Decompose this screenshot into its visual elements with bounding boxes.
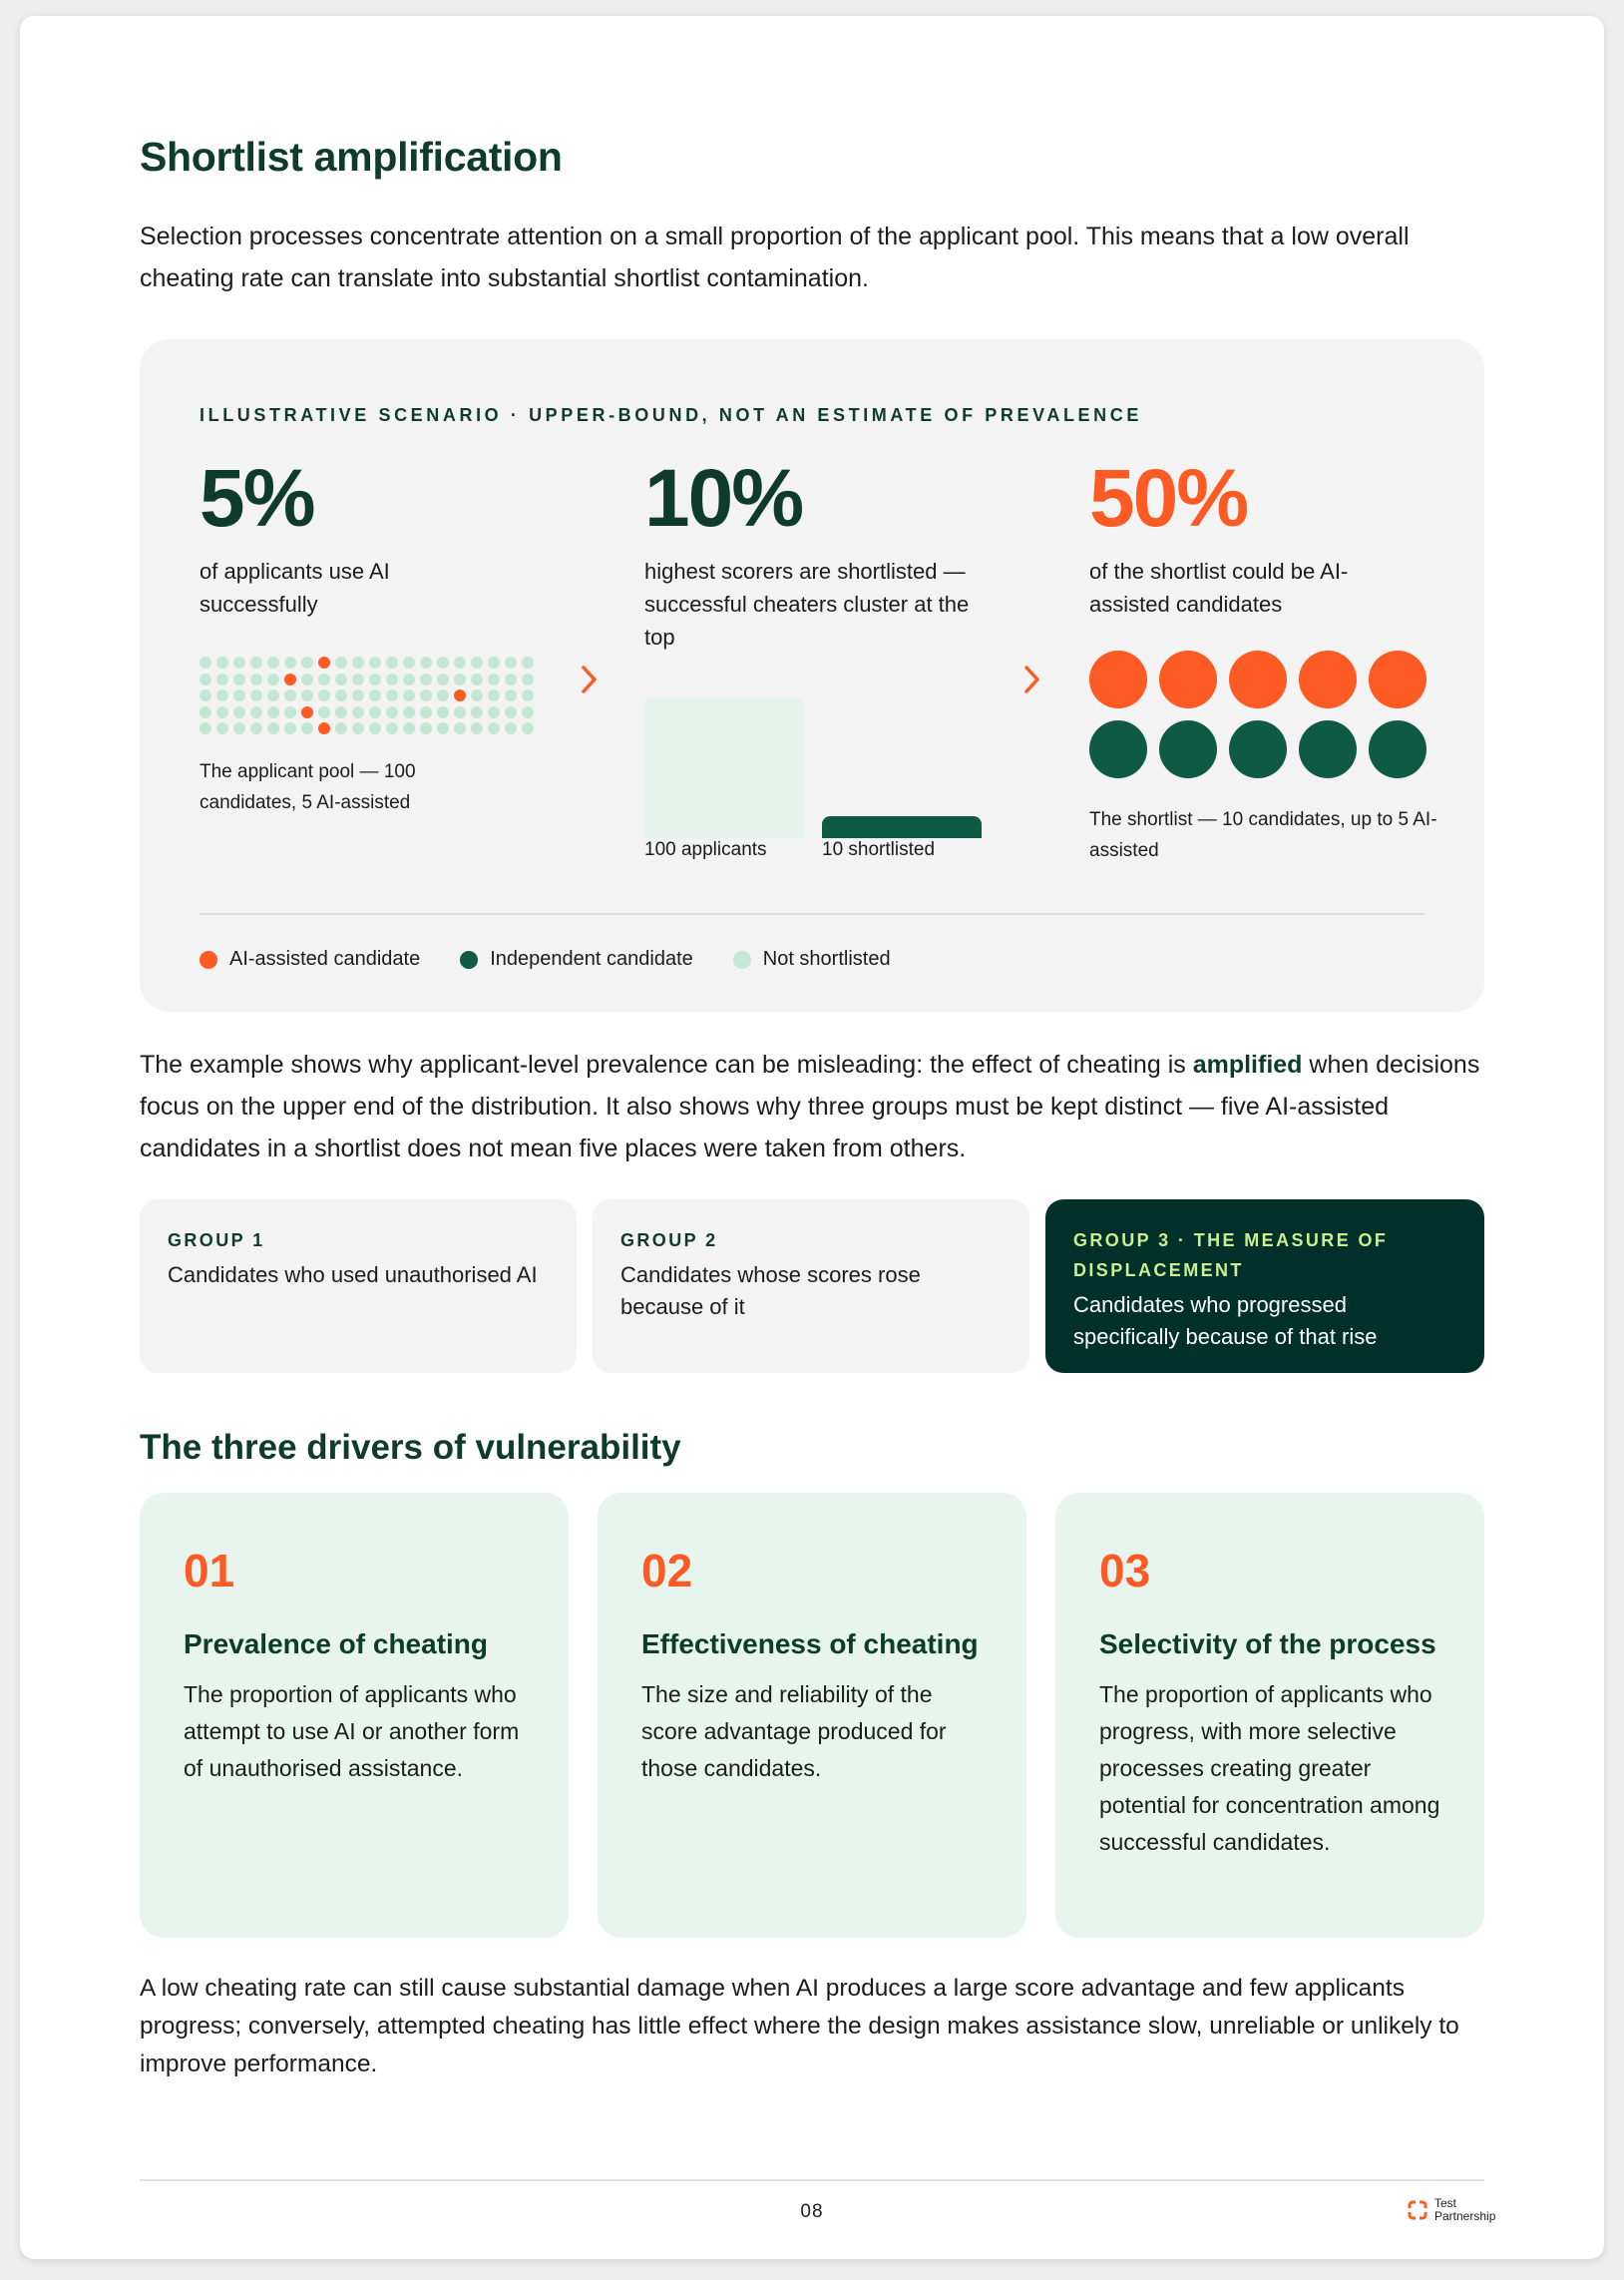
stat-shortlist-share — [1089, 453, 1468, 621]
applicant-dot — [488, 706, 500, 718]
applicant-dot — [488, 722, 500, 734]
applicant-dot — [301, 657, 313, 669]
applicant-dot — [437, 657, 449, 669]
applicant-dot — [267, 689, 279, 701]
page-number: 08 — [800, 2201, 824, 2222]
shortlist-circle-independent — [1369, 720, 1426, 778]
applicant-dot — [505, 722, 517, 734]
group-card-3 — [1045, 1199, 1484, 1373]
applicant-dot — [352, 706, 364, 718]
applicant-dot — [471, 657, 483, 669]
stat-description: of the shortlist could be AI-assisted candidates — [1089, 559, 1349, 617]
logo-text-line1: Test — [1434, 2196, 1457, 2210]
applicant-dot — [233, 722, 245, 734]
applicant-dot — [352, 689, 364, 701]
applicant-dot — [386, 689, 398, 701]
applicant-dot — [233, 689, 245, 701]
applicant-dot — [233, 706, 245, 718]
shortlist-circle-ai — [1159, 651, 1217, 708]
applicant-dot — [386, 674, 398, 685]
driver-card-1 — [140, 1493, 569, 1938]
stat-value: 10% — [644, 453, 803, 544]
applicant-dot — [267, 722, 279, 734]
applicant-dot — [420, 689, 432, 701]
logo-mark-icon — [1407, 2199, 1428, 2221]
legend-item-ai-assisted — [200, 948, 420, 971]
driver-title: Prevalence of cheating — [184, 1628, 489, 1659]
shortlist-circles — [1089, 651, 1428, 774]
applicant-dot — [420, 722, 432, 734]
applicants-bar — [644, 698, 804, 838]
applicant-dot-ai — [318, 722, 330, 734]
applicant-dot — [250, 674, 262, 685]
driver-number: 01 — [184, 1545, 235, 1596]
applicant-dot — [335, 722, 347, 734]
applicant-dot — [216, 722, 228, 734]
shortlist-circle-independent — [1089, 720, 1147, 778]
driver-title: Effectiveness of cheating — [641, 1628, 979, 1659]
logo-text — [1434, 2197, 1495, 2223]
applicant-dot — [420, 706, 432, 718]
applicant-dot — [420, 674, 432, 685]
stat-value: 5% — [200, 453, 314, 544]
applicant-dot — [284, 657, 296, 669]
applicant-dot — [284, 722, 296, 734]
applicant-dot — [437, 674, 449, 685]
applicant-dot — [403, 674, 415, 685]
applicant-dot — [403, 706, 415, 718]
applicant-dot-ai — [318, 657, 330, 669]
group-text: Candidates who used unauthorised AI — [168, 1262, 538, 1287]
applicant-dot — [471, 689, 483, 701]
applicant-dot — [352, 657, 364, 669]
legend-label: AI-assisted candidate — [229, 948, 421, 970]
applicant-dot — [352, 722, 364, 734]
applicant-dot — [437, 706, 449, 718]
scenario-legend — [200, 948, 891, 971]
scenario-divider — [200, 913, 1424, 915]
applicant-dot — [454, 657, 466, 669]
applicant-dot — [216, 657, 228, 669]
applicant-dot — [471, 674, 483, 685]
closing-paragraph: A low cheating rate can still cause substantial damage when AI produces a large score advantage and few applicants progress; conversely, attempted cheating has little effect where the design makes assistance slow, unreliable or unlikely to improve performance. — [140, 1975, 1459, 2077]
applicant-dot — [301, 674, 313, 685]
footer-divider — [140, 2179, 1484, 2181]
applicant-dot — [505, 674, 517, 685]
stat-description: of applicants use AI successfully — [200, 559, 390, 617]
applicant-dot — [488, 674, 500, 685]
applicant-dot — [454, 706, 466, 718]
company-logo — [1407, 2197, 1495, 2223]
applicant-dot — [267, 674, 279, 685]
applicant-pool-caption: The applicant pool — 100 candidates, 5 AI-assisted — [200, 761, 416, 813]
applicant-dot — [301, 722, 313, 734]
applicant-dot — [267, 706, 279, 718]
applicant-pool-dot-grid — [200, 657, 539, 736]
applicant-dot — [369, 722, 381, 734]
applicant-dot — [284, 689, 296, 701]
applicant-dot — [335, 706, 347, 718]
shortlist-circle-ai — [1369, 651, 1426, 708]
applicant-dot — [403, 722, 415, 734]
applicant-dot — [200, 706, 211, 718]
group-label: GROUP 2 — [620, 1230, 718, 1250]
applicant-dot — [200, 689, 211, 701]
applicant-dot — [386, 657, 398, 669]
applicant-dot — [522, 674, 534, 685]
driver-card-2 — [598, 1493, 1026, 1938]
applicant-dot — [522, 689, 534, 701]
applicant-dot — [200, 674, 211, 685]
stat-description: highest scorers are shortlisted — successful cheaters cluster at the top — [644, 559, 970, 650]
applicant-dot — [403, 689, 415, 701]
applicant-dot — [403, 657, 415, 669]
scenario-panel — [140, 339, 1484, 1012]
shortlist-circle-ai — [1089, 651, 1147, 708]
shortlist-circle-ai — [1299, 651, 1357, 708]
applicant-dot — [488, 657, 500, 669]
applicant-dot — [250, 722, 262, 734]
applicant-dot — [369, 657, 381, 669]
legend-swatch-not-shortlisted — [733, 951, 751, 969]
applicant-dot — [335, 674, 347, 685]
applicant-dot — [420, 657, 432, 669]
applicant-dot — [488, 689, 500, 701]
applicant-dot — [318, 689, 330, 701]
applicant-dot — [233, 657, 245, 669]
driver-description: The size and reliability of the score advantage produced for those candidates. — [641, 1681, 947, 1781]
applicant-dot — [216, 689, 228, 701]
legend-swatch-independent — [460, 951, 478, 969]
applicant-dot — [437, 722, 449, 734]
applicant-dot — [335, 689, 347, 701]
applicant-dot — [505, 689, 517, 701]
applicant-dot-ai — [284, 674, 296, 685]
applicant-dot — [267, 657, 279, 669]
shortlisted-bar-label: 10 shortlisted — [822, 839, 936, 860]
applicant-dot — [369, 689, 381, 701]
applicant-dot — [318, 706, 330, 718]
chevron-right-icon — [1021, 663, 1043, 696]
applicant-dot — [369, 674, 381, 685]
scenario-label: ILLUSTRATIVE SCENARIO · UPPER-BOUND, NOT AN ESTIMATE OF PREVALENCE — [200, 405, 1142, 425]
legend-label: Not shortlisted — [762, 948, 891, 970]
driver-card-3 — [1055, 1493, 1484, 1938]
applicant-dot — [200, 657, 211, 669]
explanation-text-after: when decisions focus on the upper end of the distribution. It also shows why three groups must be kept distinct — five AI-assisted candidates in a shortlist does not mean five places were taken from others. — [140, 1051, 1480, 1162]
shortlist-circle-independent — [1299, 720, 1357, 778]
applicant-dot — [301, 689, 313, 701]
legend-label: Independent candidate — [490, 948, 693, 970]
applicant-dot — [200, 722, 211, 734]
legend-swatch-ai — [200, 951, 217, 969]
driver-number: 03 — [1099, 1545, 1151, 1596]
applicant-dot — [437, 689, 449, 701]
applicant-dot — [522, 657, 534, 669]
shortlist-circle-ai — [1229, 651, 1287, 708]
applicant-dot — [386, 722, 398, 734]
applicant-dot — [369, 706, 381, 718]
driver-title: Selectivity of the process — [1099, 1628, 1436, 1659]
applicant-dot — [522, 706, 534, 718]
explanation-paragraph — [140, 1044, 1484, 1169]
shortlist-circle-independent — [1229, 720, 1287, 778]
applicant-dot — [471, 722, 483, 734]
applicant-dot — [250, 706, 262, 718]
applicant-dot — [471, 706, 483, 718]
intro-paragraph: Selection processes concentrate attention on a small proportion of the applicant pool. This means that a low overall cheating rate can translate into substantial shortlist contamination. — [140, 223, 1410, 292]
applicant-dot — [250, 689, 262, 701]
shortlist-caption: The shortlist — 10 candidates, up to 5 AI-assisted — [1089, 809, 1437, 861]
groups-row — [140, 1199, 1484, 1373]
page-title: Shortlist amplification — [140, 134, 563, 180]
group-card-2 — [593, 1199, 1029, 1373]
applicant-dot — [454, 722, 466, 734]
emphasis-amplified: amplified — [1192, 1051, 1303, 1079]
applicant-dot — [284, 706, 296, 718]
shortlist-circle-independent — [1159, 720, 1217, 778]
applicant-dot-ai — [454, 689, 466, 701]
applicant-dot — [216, 706, 228, 718]
stat-applicants — [200, 453, 579, 621]
group-card-1 — [140, 1199, 577, 1373]
legend-item-independent — [460, 948, 693, 971]
applicant-dot — [522, 722, 534, 734]
applicants-bar-label: 100 applicants — [644, 839, 767, 860]
chevron-right-icon — [579, 663, 601, 696]
driver-description: The proportion of applicants who progress, with more selective processes creating greater potential for concentration among successful candidates. — [1099, 1681, 1440, 1855]
group-text: Candidates who progressed specifically because of that rise — [1073, 1292, 1378, 1349]
applicant-dot — [250, 657, 262, 669]
applicant-dot — [233, 674, 245, 685]
group-label: GROUP 3 · THE MEASURE OF DISPLACEMENT — [1073, 1230, 1389, 1280]
applicant-dot — [335, 657, 347, 669]
drivers-heading: The three drivers of vulnerability — [140, 1428, 681, 1467]
applicant-dot — [352, 674, 364, 685]
legend-item-not-shortlisted — [733, 948, 891, 971]
document-page — [20, 16, 1604, 2259]
driver-description: The proportion of applicants who attempt to use AI or another form of unauthorised assistance. — [184, 1681, 520, 1781]
applicant-dot — [386, 706, 398, 718]
driver-number: 02 — [641, 1545, 693, 1596]
explanation-text-before: The example shows why applicant-level prevalence can be misleading: the effect of cheating is — [140, 1051, 1193, 1079]
stat-value: 50% — [1089, 453, 1248, 544]
stat-shortlisted — [644, 453, 1023, 654]
group-label: GROUP 1 — [168, 1230, 265, 1250]
logo-text-line2: Partnership — [1434, 2209, 1496, 2223]
applicant-dot-ai — [301, 706, 313, 718]
applicant-dot — [318, 674, 330, 685]
group-text: Candidates whose scores rose because of it — [620, 1262, 921, 1319]
applicant-dot — [505, 657, 517, 669]
applicant-dot — [505, 706, 517, 718]
applicant-dot — [216, 674, 228, 685]
applicant-dot — [454, 674, 466, 685]
